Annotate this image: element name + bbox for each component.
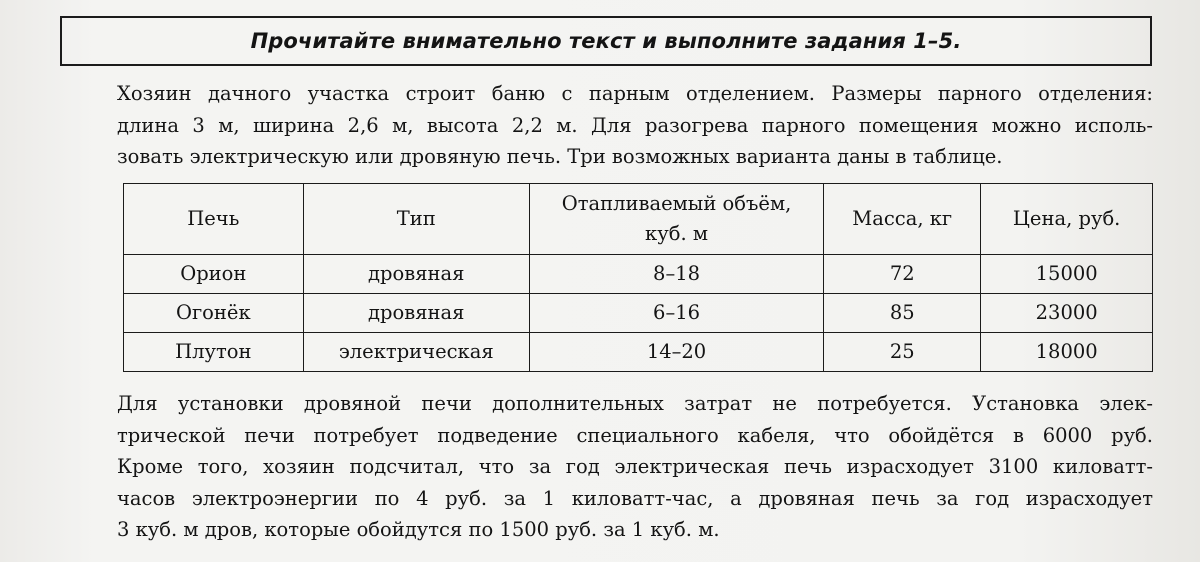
- cell-type: дровяная: [303, 255, 529, 294]
- instruction-box: [60, 16, 1152, 66]
- cell-price: 18000: [981, 333, 1153, 372]
- intro-line: длина 3 м, ширина 2,6 м, высота 2,2 м. Для разогрева парного помещения можно исполь-: [117, 113, 1153, 137]
- header-price: Цена, руб.: [981, 184, 1153, 255]
- details-paragraph: [117, 388, 1153, 546]
- header-volume-line2: куб. м: [645, 222, 709, 245]
- table-row: [124, 255, 1153, 294]
- header-volume-line1: Отапливаемый объём,: [561, 192, 792, 215]
- cell-volume: 6–16: [529, 294, 823, 333]
- header-volume: [529, 184, 823, 255]
- cell-volume: 14–20: [529, 333, 823, 372]
- instruction-title: Прочитайте внимательно текст и выполните задания 1–5.: [250, 29, 962, 53]
- stoves-table: [123, 183, 1153, 372]
- cell-mass: 72: [824, 255, 981, 294]
- cell-mass: 85: [824, 294, 981, 333]
- cell-stove: Плутон: [124, 333, 304, 372]
- table-row: [124, 333, 1153, 372]
- details-line: трической печи потребует подведение специального кабеля, что обойдётся в 6000 руб.: [117, 423, 1153, 447]
- intro-paragraph: [117, 78, 1153, 173]
- cell-price: 23000: [981, 294, 1153, 333]
- cell-type: дровяная: [303, 294, 529, 333]
- cell-stove: Орион: [124, 255, 304, 294]
- cell-stove: Огонёк: [124, 294, 304, 333]
- table-header-row: [124, 184, 1153, 255]
- intro-line: Хозяин дачного участка строит баню с парным отделением. Размеры парного отделения:: [117, 82, 1153, 105]
- details-line: часов электроэнергии по 4 руб. за 1 киловатт-час, а дровяная печь за год израсходует: [117, 486, 1153, 510]
- header-stove: Печь: [124, 184, 304, 255]
- header-type: Тип: [303, 184, 529, 255]
- details-line: Кроме того, хозяин подсчитал, что за год электрическая печь израсходует 3100 киловатт-: [117, 455, 1153, 478]
- cell-volume: 8–18: [529, 255, 823, 294]
- cell-type: электрическая: [303, 333, 529, 372]
- table-row: [124, 294, 1153, 333]
- cell-price: 15000: [981, 255, 1153, 294]
- details-line: 3 куб. м дров, которые обойдутся по 1500 руб. за 1 куб. м.: [117, 518, 720, 541]
- intro-line: зовать электрическую или дровяную печь. Три возможных варианта даны в таблице.: [117, 145, 1003, 168]
- cell-mass: 25: [824, 333, 981, 372]
- header-mass: Масса, кг: [824, 184, 981, 255]
- details-line: Для установки дровяной печи дополнительных затрат не потребуется. Установка элек-: [117, 392, 1153, 415]
